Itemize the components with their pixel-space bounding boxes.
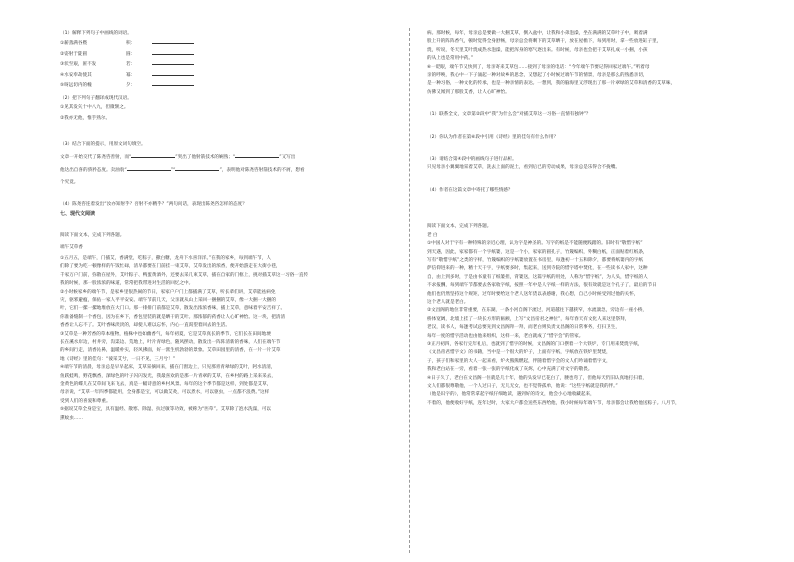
answer-blank	[152, 59, 194, 65]
q1-item	[60, 59, 393, 69]
paragraph-line: ④日子久了，老白在文昌阁一住就是几十年，他的头发早已花白了，腰也弯了，但他每天仍旧认真地打扫着，	[427, 375, 648, 381]
paragraph-line: 叶，它们一摞一摞地堆放在大门口。那一排排门前都是艾草，散发出浓浓香味，插上艾草，意味着平安吉祥了。	[60, 306, 286, 312]
rq3-quote: 只见母亲小翼翼地采着艾草，洗去上面的泥土，看到后已的劳动成果，母亲总是乐得合不拢嘴。	[427, 165, 620, 171]
paragraph-line: 萨信仰进来的一种，精十天干字，字纸要多时，集起来，送到寺院的惜字塔中焚化，在一些读书人家中，这种	[427, 266, 648, 272]
paragraph-line: 母亲说，“艾草一年四季都能用，全身都是宝，可以做艾灸，可以煮水，可以驱虫，一点都不浪费。”这样	[60, 390, 270, 396]
paragraph-line: （他是识字的），他常常拿起字纸仔细地读，遇到好的诗文，他会小心地收藏起来，	[427, 392, 595, 398]
paragraph-line: 你准备缝制一个香包，因为在乡下，香包里装的就是晒干的艾叶。那浓郁的药香让人心旷神怡。这一块，把清清	[60, 314, 286, 320]
paragraph-line: 仿佛又闻到了那股艾香，让人心旷神怡。	[427, 89, 510, 95]
read-intro-2: 阅读下面文本，完成下列各题。	[427, 224, 492, 230]
answer-blank	[152, 70, 194, 76]
paragraph-line: ④端午节的清晨，母亲总是早早起床，艾草采摘回来，插在门窗边上，只见那青青翠绿的艾叶，阿水清清，	[60, 365, 276, 371]
paragraph-line: 的乡间行走，清香沁鼻，温暖朴实，轻风拂面，好一派生机勃勃的景象。艾草田园里的清香，在一片一片艾草	[60, 348, 281, 354]
column-divider	[409, 28, 410, 553]
paragraph-line: 熏蚊虫……	[60, 415, 83, 421]
paragraph-line: ⑤据说艾草全身是宝，具有温经、散寒、除湿、抗过敏等功效，被称为“医草”。艾草除了泡水洗澡，可以	[60, 407, 272, 413]
paragraph-line: ②文昌阁的地位非常重要，在东湖，一条小河自阁下流过，河道越往下越狭窄，水流湍急，旁边有一座小桥，	[427, 308, 648, 314]
essay-continued	[427, 30, 760, 97]
paragraph-line: 每年一度的惜字活动也由他来组织，这样一来，老白就成了“惜字会”的管家。	[427, 333, 584, 339]
section-heading: 七、现代文阅读	[60, 210, 96, 217]
rq4: （4）作者在这篇文章中寄托了哪些情感？	[427, 187, 513, 193]
q2-list	[60, 104, 393, 127]
q1-item-text: ④水安奉劫使其	[60, 72, 92, 78]
paragraph-line: 桥体宽阔，北墙上挂了一块长方形的匾额，上写“文昌帝君之神位”，每年春天有文化人来这里祭拜，	[427, 316, 630, 322]
q2-item: ②我亦无他，惟手熟尔。	[60, 116, 111, 122]
q1-item	[60, 49, 393, 59]
rq3: （3）请结合第④段中的画线句子进行品析。	[427, 157, 517, 163]
paragraph-line: 股上升的阵阵香气，顿时觉得全身舒畅，母亲总会将剩下的艾草晒干，放在屋檐下，每到用时，拿一些放进缸子里，	[427, 39, 662, 45]
q1-item	[60, 80, 393, 90]
paragraph-line: 烧，听说，冬天里艾叶烧成热水泡澡，能把浑身的寒气逐出来。有时候，母亲也会把干艾草扎成一小捆，小孩	[427, 47, 648, 53]
paragraph-line: 子，孩子们和家里的大人一起来看，炉火熊熊燃起，伴随着惜字会的文人们吟诵着惜字文，	[427, 358, 611, 364]
right-column	[427, 30, 760, 408]
paragraph-line: 金黄色的蝶儿在艾草间飞来飞去，真是一幅诗意的乡村风景。每年的这个季节都是这样，到处都是艾草，	[60, 382, 272, 387]
q3-text: ”突出了他射箭技术的娴熟；“	[175, 155, 236, 161]
q3-line	[60, 165, 393, 175]
paragraph-line: 受到人们的喜爱和尊重。	[60, 398, 111, 404]
essay-title: 端午艾草香	[60, 244, 83, 250]
q3-text: 他达出自喜的骄矜态度。卖油翁“	[60, 168, 127, 174]
q1-item-label: 夕：	[126, 83, 136, 89]
paragraph-line: 到天遇，因此，家家都有一个字纸篓，这是一个小，家家的圆孔子，竹篾编织，外糊白纸，正面贴着红纸条，	[427, 249, 648, 255]
paragraph-line: 文人们都很尊敬他，一个人过日子，无儿无女，也不觉得孤单，他说：“这些字纸就是我的伴。”	[427, 384, 618, 389]
paragraph-line: 是一种习俗，一种文化的传承，也是一种亲情的表达。一想到，我的脑海里又浮现出了那一片翠绿的艾草和清香的艾草味，	[427, 81, 676, 87]
q1-item-label: 幂：	[126, 72, 136, 78]
paragraph-line: 灾，驱邪避瘟，保佑一家人平平安安。端午节前几天，父亲就从山上采回一捆捆的艾草，像一大捆一大捆的	[60, 297, 276, 303]
paragraph-line: 长在溪水岸边，村井旁，沟渠边、荒地上，叶片青绿色，随风摆动，散发出一阵阵清新的香味，人们在端午节	[60, 339, 281, 345]
paragraph-line: ③正月初四，各家行完年礼后，也就到了惜字的时候，文昌阁的门口摆着一个大铁炉，专门用来焚烧字纸，	[427, 341, 643, 347]
q1-list	[60, 38, 393, 90]
paragraph-line: 《文昌帝君惜字文》的书籍，当中是一个很大的炉子，上面有字纸，字纸放在铁炉里焚烧，	[427, 350, 611, 356]
paragraph-line: ①五月五，是端午，门插艾，香满堂，吃粽子，撒白糖，龙舟下水喜洋洋。”在我的家乡，每到端午节，人	[60, 255, 271, 261]
paragraph-line: 地《诗经》里的佳句：“彼采艾兮，一日不见，三月兮！”	[60, 356, 176, 362]
answer-blank	[235, 152, 279, 158]
q3-fill-lines	[60, 152, 393, 179]
q3-text: ”又写出	[279, 155, 296, 161]
paragraph-line: 亲的呼唤，我心中一下子涌起一种对故乡的思念，又想起了小时候过端午节的情景，母亲是那么的熟悉亲切，	[427, 73, 648, 79]
paragraph-line: ⑥一眨眼，端午节又快到了，母亲寄来艾草包……接到了母亲的电话：“今年端午节要记得回家过端午。”听着母	[427, 64, 650, 70]
q3-text: ”“	[170, 168, 176, 174]
paragraph-line: 的从上也是常用中药。”	[427, 56, 474, 62]
answer-blank	[175, 165, 219, 171]
rq1: （1）联系全文，文章第②段中“我”为什么会“对插艾草这一习俗一直情有独钟”？	[427, 112, 591, 118]
read-intro: 阅读下面文本，完成下列各题。	[60, 233, 125, 239]
left-column	[60, 30, 393, 423]
paragraph-line: 老汉，读书人，每逢考试总要先到文昌阁拜一拜，而老白则负责文昌阁的日常事务，打扫卫生，	[427, 325, 620, 331]
paragraph-line: 不求报酬，每到端午节都要去各家收字纸，按照一年中是人字纸一样的方法，很有效就是这个孔子了，最后的节日	[427, 283, 657, 289]
rq2: （2）你认为作者在第⑥段中引用《诗经》里的佳句有什么作用？	[427, 134, 559, 140]
paragraph-line: ③艾草是一种芳香的草本植物，植株中也如幽香气，每年初夏，它是艾草真长的季节，它们长在田间地埂	[60, 331, 271, 337]
paragraph-line: 不着的，他便收好字纸，连年过时，大家大户都会送些东西给他，我小时候每年端午节，母亲都会让我给他送粽子。八月节，	[427, 400, 680, 406]
q3-text: 文章一开始交代了陈尧咨善射，而“	[60, 155, 132, 161]
answer-blank	[131, 152, 175, 158]
paragraph-line: 这个老人就是老白。	[427, 299, 469, 305]
q1-item-label: 若：	[126, 62, 136, 68]
paragraph-line: 自，由上到多时，于是由书童有了纸篓担，背篓送，这篇字纸的用处，人称为“惜字纸”，为人头，惜字纸的人	[427, 274, 648, 280]
q1-item-text: ②姿射于陡圆	[60, 51, 88, 57]
q3-text: ”，表明他对陈尧咨射箭技术的不屑，想看	[219, 168, 305, 174]
essay-paragraphs	[60, 255, 393, 423]
paragraph-line: 千家万户门前，弥散在屋外，艾叶粽子、鸭蛋黄酒外，还要去采几束艾草，插在自家的门框上，挑对插艾草这一习俗一直传	[60, 272, 309, 278]
paragraph-line: 我的时候，那一股浓浓的味道，常常把我带进对生活的回忆之中。	[60, 281, 194, 287]
paragraph-line: ①中国人对于字有一种特殊的亲近心理，认为字是神圣的。写字的纸是不能随便践踏的。旧时有“敬惜字纸”	[427, 241, 643, 247]
q2-intro: （2）把下列句子翻译成现代汉语。	[60, 96, 132, 102]
paragraph-line: 他们也仍然坚持这个规矩，过年时要给这个老人送年货以表感谢，我心想，自己小时候受到过他的关怀，	[427, 291, 639, 297]
paragraph-line: 写有“敬惜字纸”之类的字样，竹篾编织的字纸篓放置在书房里，每逢初一十五和除夕，都要将纸篓内的字纸	[427, 257, 644, 263]
answer-blank	[152, 38, 194, 44]
paragraph-line: 香香让人忘不了。艾叶香味淡淡的，却使人难以忘怀，内心一直渴望着回去的生活。	[60, 323, 230, 329]
q1-item-label: 积：	[126, 41, 136, 47]
q1-item-text: ①薪蒸满谷暨	[60, 41, 88, 47]
q1-item	[60, 70, 393, 80]
q2-item: ①见其发矢十中八九，但微颔之。	[60, 104, 129, 110]
essay2-paragraphs	[427, 240, 760, 408]
q4-question: （4）陈尧咨连着发出“汝亦知射乎？吾射不亦精乎？”两句问话，表现出陈尧咨怎样的态度？	[60, 202, 247, 208]
answer-blank	[152, 80, 194, 86]
q1-item-label: 圆：	[126, 51, 136, 57]
q1-item-text: ⑤呀远切内的幢	[60, 83, 92, 89]
paragraph-line: 病。那时候，每年，母亲总是要做一大捆艾草，倒入盆中，让我和小弟泡澡，坐在满满的艾草叶子中，吸着满	[427, 31, 648, 36]
answer-blank	[127, 165, 171, 171]
q3-intro: （3）结合下面的提示，用原文词句填空。	[60, 141, 146, 147]
q3-end: 个究竟。	[60, 179, 79, 185]
paragraph-line: 鱼跃蛙鸣，野花飘香，深绿色的叶子闪闪发光，我最喜欢的是那一片青翠的艾草，在乡村的路上采来采去，	[60, 373, 276, 379]
q1-item-text: ③状至艰，匿不发	[60, 62, 97, 68]
paragraph-line: 我和老白站在一旁，看着一张一张的字纸化成了灰烬，心中充满了对文字的敬畏。	[427, 367, 593, 373]
answer-blank	[152, 49, 194, 55]
q1-intro: （1）解释下列句子中画线的词语。	[60, 31, 132, 36]
paragraph-line: ②小时候家乡的端午节，是家乡里很热闹的节日，家家户户门上都插满了艾草，听长辈们讲，艾草能祛病免	[60, 289, 276, 295]
paragraph-line: 们除了要为吃一顿像样的午饭忙碌，清早都要在门前挂一束艾草，艾草发出的浓香，便开始游走在大街小巷，	[60, 264, 281, 270]
q3-line	[60, 152, 393, 162]
q1-item	[60, 38, 393, 48]
essay-title-2: 老 白	[427, 232, 438, 238]
